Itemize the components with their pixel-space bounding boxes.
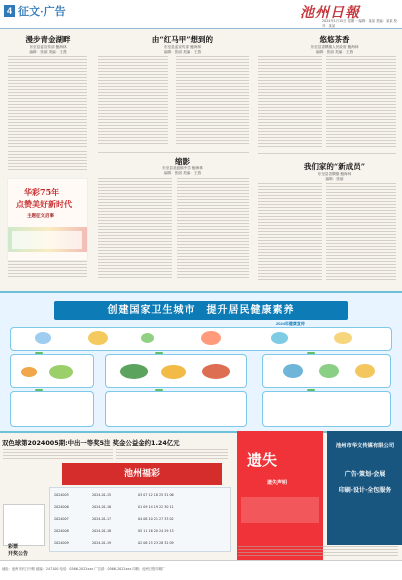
page-footer xyxy=(0,560,402,580)
panel-1 xyxy=(10,354,94,388)
company-name: 池州市华文传媒有限公司 xyxy=(335,443,395,449)
media-company-ad xyxy=(327,431,402,545)
page-number: 4 xyxy=(4,5,15,17)
article-meta: 东至县尧渡镇中学 鲍海林 编辑：张丽 美编：王燕 xyxy=(162,166,203,175)
lottery-results-table xyxy=(49,487,231,552)
table-cell: 2024-01-19 xyxy=(92,541,112,545)
promo-line-2: 点赞美好新时代 xyxy=(16,199,72,209)
lottery-text xyxy=(3,449,113,461)
banner-title: 创建国家卫生城市 提升居民健康素养 xyxy=(54,301,348,320)
article-title: 漫步青金湖畔 xyxy=(25,35,71,44)
article-meta: 东至县香隅镇 鲍海林 编辑：张丽 xyxy=(317,172,352,181)
panel-4 xyxy=(10,391,94,427)
lottery-brand-banner: 池州福彩 xyxy=(62,463,222,485)
article-text xyxy=(258,183,322,280)
table-cell: 2024-01-16 xyxy=(92,505,112,509)
lottery-logo xyxy=(3,504,45,546)
table-cell: 01 09 14 19 22 30 11 xyxy=(138,505,174,509)
panel-6 xyxy=(262,391,391,427)
article-title: 悠悠茶香 xyxy=(319,35,350,44)
panel-2 xyxy=(105,354,247,388)
company-service-1: 广告·策划·会展 xyxy=(344,471,386,478)
promo-line-1: 华彩75年 xyxy=(24,187,60,197)
hygiene-panel xyxy=(10,327,392,351)
section-divider xyxy=(258,153,396,154)
table-row: 2024005 xyxy=(54,493,69,497)
article-meta: 东至县香隅镇人民政府 鲍海林 编辑：张丽 美编：王燕 xyxy=(310,45,359,54)
article-text xyxy=(258,56,322,149)
article-text xyxy=(176,56,249,145)
lost-notice-ad xyxy=(237,431,323,563)
table-row: 2024009 xyxy=(54,541,69,545)
section-divider xyxy=(98,152,249,153)
lottery-text xyxy=(116,449,228,461)
newspaper-logo: 池州日報 xyxy=(300,5,360,21)
company-service-2: 印刷·设计·全包服务 xyxy=(338,487,392,494)
promo-text xyxy=(8,261,87,279)
article-text xyxy=(326,56,396,149)
promo-line-3: 主题征文启事 xyxy=(27,213,54,218)
article-title: 由“红马甲”想到的 xyxy=(151,35,214,44)
ad-red-subtitle: 遗失声明 xyxy=(267,480,288,486)
article-text xyxy=(326,183,396,280)
panel-5 xyxy=(105,391,247,427)
article-meta: 东至县委宣传部 鲍海林 编辑：张丽 美编：王燕 xyxy=(29,45,67,54)
table-cell: 2024-01-18 xyxy=(92,529,112,533)
article-text xyxy=(8,151,87,170)
section-title: 征文·广告 xyxy=(18,6,66,18)
panel-3 xyxy=(262,354,391,388)
lottery-headline: 双色球第2024005期:中出一等奖5注 奖金公益金约1.24亿元 xyxy=(2,439,180,447)
article-text xyxy=(98,178,172,280)
ad-text xyxy=(238,546,398,558)
table-cell: 02 06 15 23 28 32 09 xyxy=(138,541,174,545)
table-cell: 04 08 10 21 27 33 02 xyxy=(138,517,174,521)
table-cell: 03 07 12 18 25 31 06 xyxy=(138,493,174,497)
article-text xyxy=(98,56,168,145)
issue-date: 2024年1月15日 星期一 编辑：某某 美编：某某 校对：某某 xyxy=(322,19,397,28)
article-title: 我们家的“新成员” xyxy=(303,162,366,171)
article-text xyxy=(8,56,87,148)
article-title: 缩影 xyxy=(175,157,190,166)
table-cell: 2024-01-17 xyxy=(92,517,112,521)
table-row: 2024006 xyxy=(54,505,69,509)
essay-contest-promo xyxy=(7,178,88,261)
footer-address: 地址：池州市长江中路 邮编：247100 电话：0566-2022xxx 广告部：0566-2022xxx 印刷：池州日报印刷厂 xyxy=(2,567,166,571)
lottery-notice-title: 彩票 开奖公告 xyxy=(8,544,29,557)
table-cell: 2024-01-15 xyxy=(92,493,112,497)
ad-red-title: 遗失 xyxy=(247,451,278,469)
table-row: 2024008 xyxy=(54,529,69,533)
article-meta: 东至县委宣传部 鲍海林 编辑：张丽 美编：王燕 xyxy=(163,45,202,54)
health-banner xyxy=(0,291,402,433)
table-row: 2024007 xyxy=(54,517,69,521)
banner-subtitle: 2024年健康宣传 xyxy=(276,321,305,326)
table-cell: 05 11 16 20 24 29 13 xyxy=(138,529,174,533)
article-text xyxy=(177,178,249,280)
